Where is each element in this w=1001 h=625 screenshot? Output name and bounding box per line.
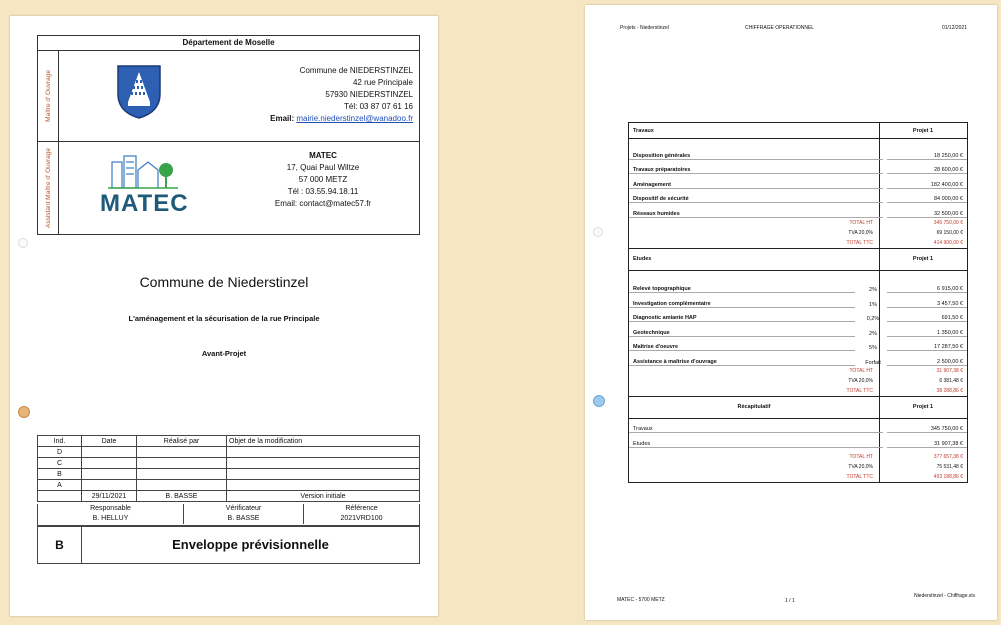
etudes-total-ttc xyxy=(629,386,967,396)
recap-tva xyxy=(629,462,967,472)
etudes-row xyxy=(629,351,967,366)
table-cell: 69 150,00 € xyxy=(879,230,967,236)
table-cell: 2 500,00 € xyxy=(887,359,967,366)
punch-hole-orange xyxy=(18,406,30,418)
travaux-row xyxy=(629,189,967,204)
table-cell: Geotechnique xyxy=(629,330,855,337)
rev-ind: D xyxy=(38,447,82,458)
responsable-value: B. HELLUY xyxy=(92,515,129,522)
table-cell: 38 288,86 € xyxy=(879,388,967,394)
table-cell: 17 287,50 € xyxy=(887,344,967,351)
recap-total-ttc xyxy=(629,472,967,482)
table-cell: Travaux xyxy=(629,426,883,433)
email-label: Email: xyxy=(270,114,295,123)
rev-header-author: Réalisé par xyxy=(137,436,227,447)
travaux-total-ttc xyxy=(629,238,967,248)
recap-total-ht xyxy=(629,452,967,462)
rev-header-ind: Ind. xyxy=(38,436,82,447)
table-cell: 32 500,00 € xyxy=(887,211,967,218)
table-cell: 1% xyxy=(869,301,877,308)
revision-row xyxy=(38,469,420,480)
table-cell: Réseaux humides xyxy=(629,211,883,218)
document-subtitle: L'aménagement et la sécurisation de la rue Principale xyxy=(128,314,320,323)
table-cell: 5% xyxy=(869,345,877,351)
table-cell: 75 531,48 € xyxy=(879,464,967,470)
table-cell: Assistance à maîtrise d'ouvrage xyxy=(629,359,855,366)
reference-label: Référence xyxy=(345,505,378,512)
revision-table xyxy=(37,435,420,502)
document-title: Commune de Niederstinzel xyxy=(139,274,309,290)
owner-side-label: Maître d' Ouvrage xyxy=(44,70,52,122)
table-cell: 31 907,38 € xyxy=(879,368,967,374)
table-cell: Maîtrise d'oeuvre xyxy=(629,344,855,351)
travaux-total-ht xyxy=(629,218,967,228)
table-cell: 345 750,00 € xyxy=(887,426,967,433)
table-cell: 6 915,00 € xyxy=(887,286,967,293)
revision-row xyxy=(38,458,420,469)
table-cell: 28 600,00 € xyxy=(887,167,967,174)
rev-header-object: Objet de la modification xyxy=(227,436,420,447)
revision-row xyxy=(38,491,420,502)
table-cell: 182 400,00 € xyxy=(887,182,967,189)
table-cell: Etudes xyxy=(629,441,883,448)
responsable-label: Responsable xyxy=(90,505,131,512)
etudes-title: Etudes xyxy=(633,256,652,262)
table-cell: Travaux préparatoires xyxy=(629,167,883,174)
matec-line: Email: contact@matec57.fr xyxy=(274,199,372,208)
reference-value: 2021VRD100 xyxy=(340,515,383,522)
recap-col-project: Projet 1 xyxy=(912,404,934,410)
footer-right: Niederstinzel - Chiffrage.xls xyxy=(913,593,975,599)
etudes-row xyxy=(629,293,967,308)
travaux-title: Travaux xyxy=(633,127,654,134)
travaux-row xyxy=(629,145,967,160)
recap-row xyxy=(629,433,967,448)
table-cell: 453 188,86 € xyxy=(879,474,967,480)
matec-logo: MATEC xyxy=(100,190,189,217)
table-cell: 18 250,00 € xyxy=(887,153,967,160)
amo-row xyxy=(38,142,419,234)
table-cell: 2% xyxy=(869,287,877,293)
commune-line: Tél: 03 87 07 61 16 xyxy=(344,102,413,111)
header-center: CHIFFRAGE OPERATIONNEL xyxy=(745,25,815,31)
matec-line: Tél : 03.55.94.18.11 xyxy=(287,187,359,196)
header-right: 01/12/2021 xyxy=(941,25,967,31)
table-cell: TVA 20,0% xyxy=(848,377,873,384)
punch-hole xyxy=(18,238,28,248)
table-cell: Relevé topographique xyxy=(629,286,855,293)
matec-line: 17, Quai Paul Wiltze xyxy=(286,163,360,172)
punch-hole-blue xyxy=(593,395,605,407)
table-cell: TOTAL HT xyxy=(849,219,873,226)
recap-section xyxy=(629,397,967,482)
table-cell: Investigation complémentaire xyxy=(629,301,855,308)
table-cell: 1 350,00 € xyxy=(887,330,967,337)
table-cell: 414 900,00 € xyxy=(879,240,967,246)
etudes-row xyxy=(629,322,967,337)
recap-row xyxy=(629,419,967,434)
matec-line: 57 000 METZ xyxy=(298,175,348,184)
etudes-section xyxy=(629,249,967,397)
revision-row xyxy=(38,447,420,458)
header-box xyxy=(37,35,420,235)
table-cell: 0,2% xyxy=(866,316,880,322)
table-cell: 377 657,38 € xyxy=(879,454,967,460)
etudes-tva xyxy=(629,376,967,386)
table-cell: TOTAL TTC xyxy=(846,473,873,480)
mairie-email-link[interactable]: mairie.niederstinzel@wanadoo.fr xyxy=(296,114,413,123)
travaux-col-project: Projet 1 xyxy=(912,127,934,134)
cover-page xyxy=(10,16,438,616)
document-index: B xyxy=(38,527,82,563)
header-left: Projets - Niederstinzel xyxy=(620,25,669,31)
amo-side-label: Assistant Maître d' Ouvrage xyxy=(44,148,52,228)
verificateur-value: B. BASSE xyxy=(227,515,260,522)
cost-page xyxy=(585,5,997,620)
table-cell: 84 000,00 € xyxy=(887,196,967,203)
table-cell: 2% xyxy=(869,330,877,337)
commune-line: Commune de NIEDERSTINZEL xyxy=(299,66,413,75)
rev-author: B. BASSE xyxy=(137,491,227,502)
department-title: Département de Moselle xyxy=(38,36,419,51)
table-cell: 691,50 € xyxy=(887,315,967,322)
document-phase: Avant-Projet xyxy=(201,349,247,358)
table-cell: 6 381,48 € xyxy=(879,378,967,384)
travaux-row xyxy=(629,203,967,218)
owner-row xyxy=(38,51,419,142)
table-cell: TOTAL HT xyxy=(849,367,873,374)
matec-building-icon xyxy=(108,154,178,190)
revision-header-row xyxy=(38,436,420,447)
commune-line: 42 rue Principale xyxy=(352,78,413,87)
travaux-section xyxy=(629,123,967,249)
travaux-tva xyxy=(629,228,967,238)
punch-hole xyxy=(593,227,603,237)
table-cell: Aménagement xyxy=(629,182,883,189)
footer-left: MATEC - 5700 METZ xyxy=(617,597,665,603)
table-cell: Diagnostic amiante HAP xyxy=(629,315,855,322)
moselle-crest-icon xyxy=(116,64,162,120)
table-cell: TVA 20,0% xyxy=(848,463,873,470)
verificateur-label: Vérificateur xyxy=(225,505,262,512)
table-cell: 3 457,50 € xyxy=(887,301,967,308)
matec-line: MATEC xyxy=(309,151,337,160)
table-cell: Disposition générales xyxy=(629,153,883,160)
table-cell: 31 907,38 € xyxy=(887,441,967,448)
cost-table xyxy=(628,122,968,483)
travaux-row xyxy=(629,174,967,189)
table-cell: 345 750,00 € xyxy=(879,220,967,226)
document-name: Enveloppe prévisionnelle xyxy=(172,537,329,552)
table-cell: Dispositif de sécurité xyxy=(629,196,883,203)
etudes-total-ht xyxy=(629,366,967,376)
rev-header-date: Date xyxy=(82,436,137,447)
recap-title: Récapitulatif xyxy=(737,404,771,410)
rev-object: Version initiale xyxy=(227,491,420,502)
rev-date: 29/11/2021 xyxy=(82,491,137,502)
rev-ind: B xyxy=(38,469,82,480)
travaux-row xyxy=(629,160,967,175)
commune-line: 57930 NIEDERSTINZEL xyxy=(325,90,413,99)
revision-row xyxy=(38,480,420,491)
etudes-row xyxy=(629,279,967,294)
table-cell: TVA 20,0% xyxy=(848,229,873,236)
table-cell: Forfait xyxy=(865,359,881,366)
signature-block xyxy=(37,504,420,526)
table-cell: TOTAL TTC xyxy=(846,239,873,246)
footer-center: 1 / 1 xyxy=(785,598,795,604)
rev-ind: A xyxy=(38,480,82,491)
table-cell: TOTAL HT xyxy=(849,453,873,460)
document-block xyxy=(37,526,420,564)
table-cell: TOTAL TTC xyxy=(846,387,873,394)
etudes-row xyxy=(629,337,967,352)
rev-ind: C xyxy=(38,458,82,469)
etudes-row xyxy=(629,308,967,323)
etudes-col-project: Projet 1 xyxy=(912,256,934,262)
